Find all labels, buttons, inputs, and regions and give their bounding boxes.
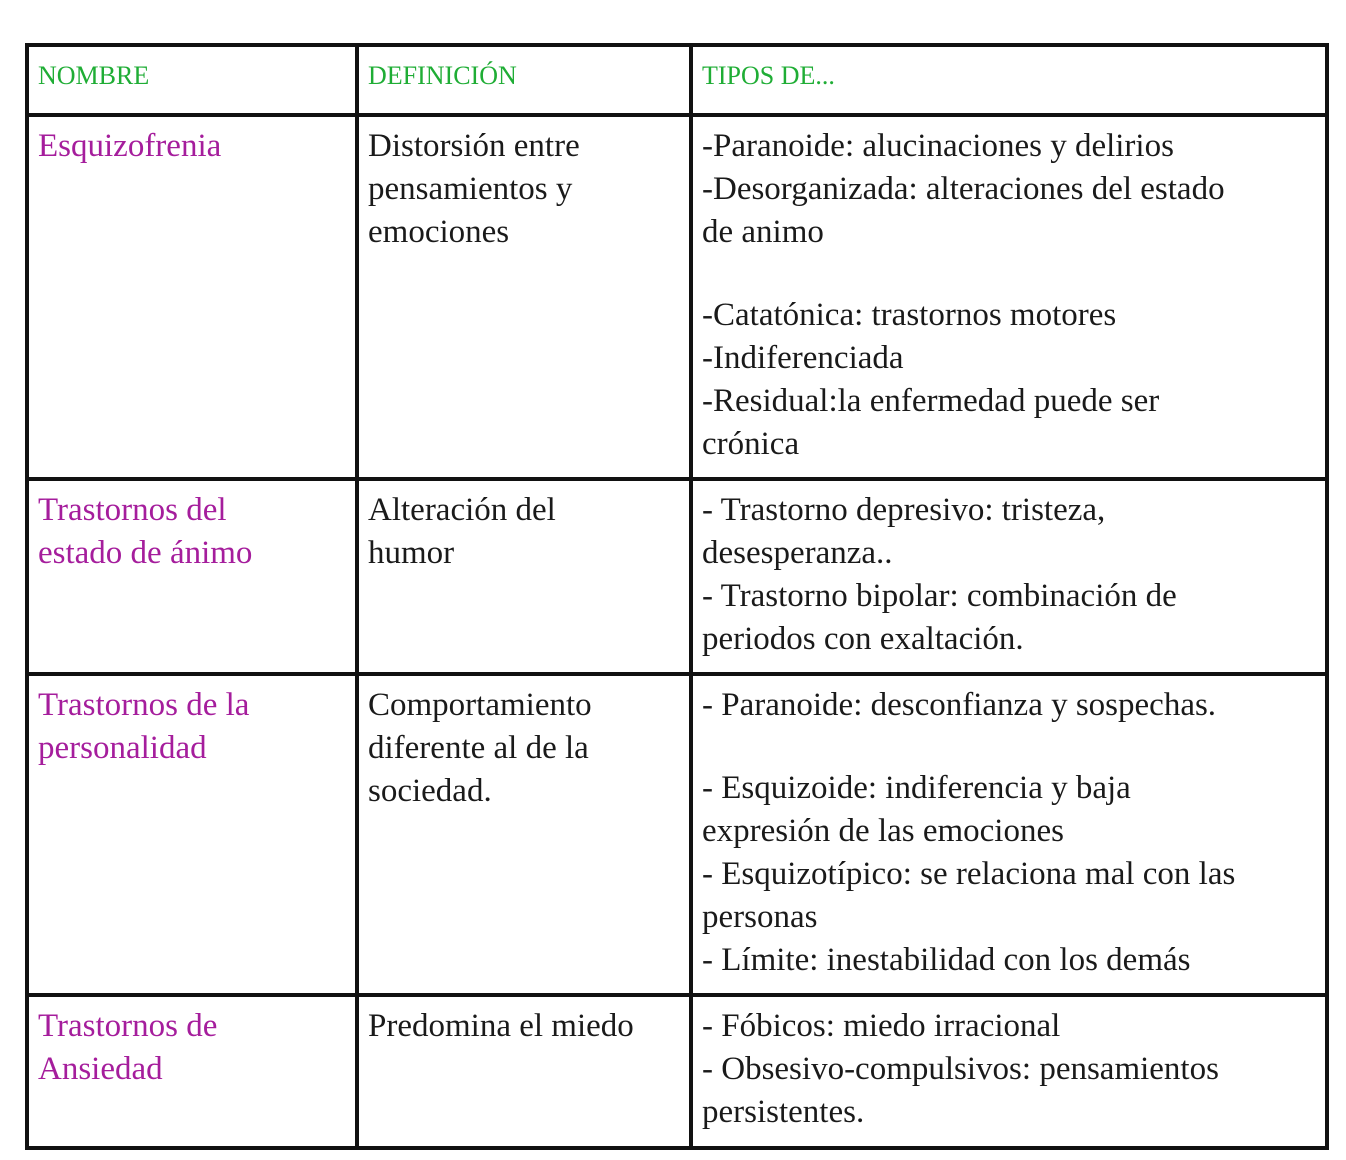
definition-line: Comportamiento: [368, 687, 592, 723]
name-line: personalidad: [38, 730, 207, 766]
type-line: - Esquizotípico: se relaciona mal con las: [702, 856, 1236, 892]
paragraph-gap: [702, 254, 1317, 294]
disorder-definition: [357, 479, 691, 674]
name-line: Ansiedad: [38, 1051, 163, 1087]
type-line: expresión de las emociones: [702, 813, 1064, 849]
table-row: [27, 995, 1327, 1148]
header-nombre: NOMBRE: [27, 45, 357, 115]
definition-line: humor: [368, 535, 455, 571]
header-row: [27, 45, 1327, 115]
disorder-name: [27, 115, 357, 479]
type-line: - Paranoide: desconfianza y sospechas.: [702, 687, 1217, 723]
table-row: [27, 115, 1327, 479]
type-line: - Trastorno bipolar: combinación de: [702, 578, 1177, 614]
disorder-types: [691, 115, 1327, 479]
header-tipos: TIPOS DE...: [691, 45, 1327, 115]
definition-line: diferente al de la: [368, 730, 589, 766]
definition-line: Distorsión entre: [368, 128, 580, 164]
disorder-definition: [357, 995, 691, 1148]
disorder-definition: [357, 115, 691, 479]
type-line: -Indiferenciada: [702, 340, 904, 376]
type-line: de animo: [702, 214, 824, 250]
type-line: personas: [702, 899, 818, 935]
name-line: Esquizofrenia: [38, 128, 222, 164]
disorder-types: [691, 674, 1327, 995]
definition-line: Predomina el miedo: [368, 1008, 634, 1044]
disorder-name: [27, 674, 357, 995]
name-line: Trastornos del: [38, 492, 227, 528]
header-definicion: DEFINICIÓN: [357, 45, 691, 115]
definition-line: emociones: [368, 214, 510, 250]
type-line: - Trastorno depresivo: tristeza,: [702, 492, 1106, 528]
name-line: Trastornos de: [38, 1008, 218, 1044]
paragraph-gap: [702, 727, 1317, 767]
type-line: - Obsesivo-compulsivos: pensamientos: [702, 1051, 1219, 1087]
type-line: periodos con exaltación.: [702, 621, 1024, 657]
type-line: -Desorganizada: alteraciones del estado: [702, 171, 1225, 207]
definition-line: pensamientos y: [368, 171, 573, 207]
type-line: -Residual:la enfermedad puede ser: [702, 383, 1160, 419]
disorder-definition: [357, 674, 691, 995]
disorder-types: [691, 479, 1327, 674]
type-line: persistentes.: [702, 1094, 865, 1130]
type-line: - Límite: inestabilidad con los demás: [702, 942, 1191, 978]
disorder-name: [27, 995, 357, 1148]
type-line: -Catatónica: trastornos motores: [702, 297, 1117, 333]
type-line: crónica: [702, 426, 800, 462]
table-row: [27, 674, 1327, 995]
type-line: desesperanza..: [702, 535, 893, 571]
type-line: - Esquizoide: indiferencia y baja: [702, 770, 1131, 806]
disorders-table: [25, 43, 1329, 1150]
disorder-name: [27, 479, 357, 674]
name-line: estado de ánimo: [38, 535, 253, 571]
table-row: [27, 479, 1327, 674]
disorder-types: [691, 995, 1327, 1148]
type-line: - Fóbicos: miedo irracional: [702, 1008, 1061, 1044]
definition-line: Alteración del: [368, 492, 556, 528]
type-line: -Paranoide: alucinaciones y delirios: [702, 128, 1174, 164]
definition-line: sociedad.: [368, 773, 492, 809]
name-line: Trastornos de la: [38, 687, 250, 723]
